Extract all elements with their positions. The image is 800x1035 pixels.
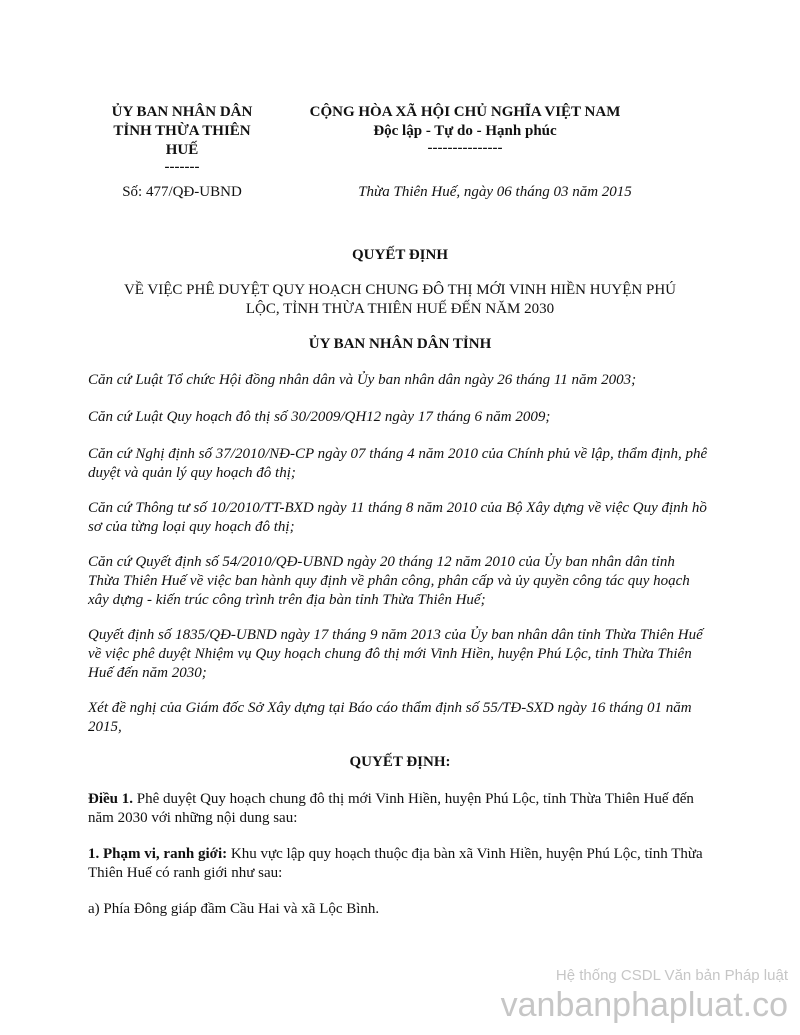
preamble-paragraph: Căn cứ Quyết định số 54/2010/QĐ-UBND ngày 20 tháng 12 năm 2010 của Ủy ban nhân dân tỉnh Thừa Thiên Huế về việc ban hành quy định về phân công, phân cấp và ủy quyền công tác quy hoạch xây dựng - kiến trúc công trình trên địa bàn tỉnh Thừa Thiên Huế;	[88, 554, 690, 608]
section-text: Khu vực lập quy hoạch thuộc địa bàn xã Vinh Hiền, huyện Phú Lộc, tỉnh Thừa Thiên Huế có ranh giới như sau:	[88, 846, 703, 881]
preamble-paragraph: Xét đề nghị của Giám đốc Sở Xây dựng tại Báo cáo thẩm định số 55/TĐ-SXD ngày 16 tháng 01 năm 2015,	[88, 700, 692, 735]
preamble-paragraph: Căn cứ Nghị định số 37/2010/NĐ-CP ngày 07 tháng 4 năm 2010 của Chính phủ về lập, thẩm định, phê duyệt và quản lý quy hoạch đô thị;	[88, 446, 708, 481]
agency-line: HUẾ	[165, 142, 199, 158]
subject-line: VỀ VIỆC PHÊ DUYỆT QUY HOẠCH CHUNG ĐÔ THỊ MỚI VINH HIỀN HUYỆN PHÚ	[123, 282, 677, 298]
agency-line: ỦY BAN NHÂN DÂN	[111, 104, 253, 120]
watermark-site: vanbanphapluat.co	[500, 986, 788, 1024]
agency-rule: -------	[164, 159, 200, 175]
watermark-caption: Hệ thống CSDL Văn bản Pháp luật	[555, 967, 788, 984]
issuing-authority: ỦY BAN NHÂN DÂN TỈNH	[308, 336, 492, 352]
preamble-paragraph: Quyết định số 1835/QĐ-UBND ngày 17 tháng 9 năm 2013 của Ủy ban nhân dân tỉnh Thừa Thiên Huế về việc phê duyệt Nhiệm vụ Quy hoạch chung đô thị mới Vinh Hiền, huyện Phú Lộc, tỉnh Thừa Thiên Huế đến năm 2030;	[88, 627, 703, 681]
agency-line: TỈNH THỪA THIÊN	[113, 123, 251, 139]
place-date: Thừa Thiên Huế, ngày 06 tháng 03 năm 2015	[358, 184, 632, 200]
motto-rule: ---------------	[427, 140, 503, 156]
article-label: Điều 1.	[88, 791, 133, 807]
national-motto: Độc lập - Tự do - Hạnh phúc	[373, 123, 557, 139]
section-label: 1. Phạm vi, ranh giới:	[88, 846, 228, 862]
article-1	[88, 790, 708, 828]
list-item: a) Phía Đông giáp đầm Cầu Hai và xã Lộc Bình.	[88, 901, 380, 917]
preamble-paragraph: Căn cứ Luật Quy hoạch đô thị số 30/2009/QH12 ngày 17 tháng 6 năm 2009;	[88, 409, 551, 425]
country-name: CỘNG HÒA XÃ HỘI CHỦ NGHĨA VIỆT NAM	[309, 104, 621, 120]
issuing-agency	[92, 103, 272, 174]
subject-line: LỘC, TỈNH THỪA THIÊN HUẾ ĐẾN NĂM 2030	[245, 301, 555, 317]
document-type: QUYẾT ĐỊNH	[352, 247, 448, 263]
decision-heading: QUYẾT ĐỊNH:	[349, 754, 451, 770]
section-1	[88, 845, 708, 883]
document-number: Số: 477/QĐ-UBND	[122, 184, 242, 200]
preamble-paragraph: Căn cứ Luật Tổ chức Hội đồng nhân dân và Ủy ban nhân dân ngày 26 tháng 11 năm 2003;	[88, 372, 637, 388]
national-heading	[290, 103, 640, 155]
preamble-paragraph: Căn cứ Thông tư số 10/2010/TT-BXD ngày 11 tháng 8 năm 2010 của Bộ Xây dựng về việc Quy định hồ sơ của từng loại quy hoạch đô thị;	[88, 500, 707, 535]
article-text: Phê duyệt Quy hoạch chung đô thị mới Vinh Hiền, huyện Phú Lộc, tỉnh Thừa Thiên Huế đến năm 2030 với những nội dung sau:	[88, 791, 694, 826]
document-subject	[80, 281, 720, 319]
